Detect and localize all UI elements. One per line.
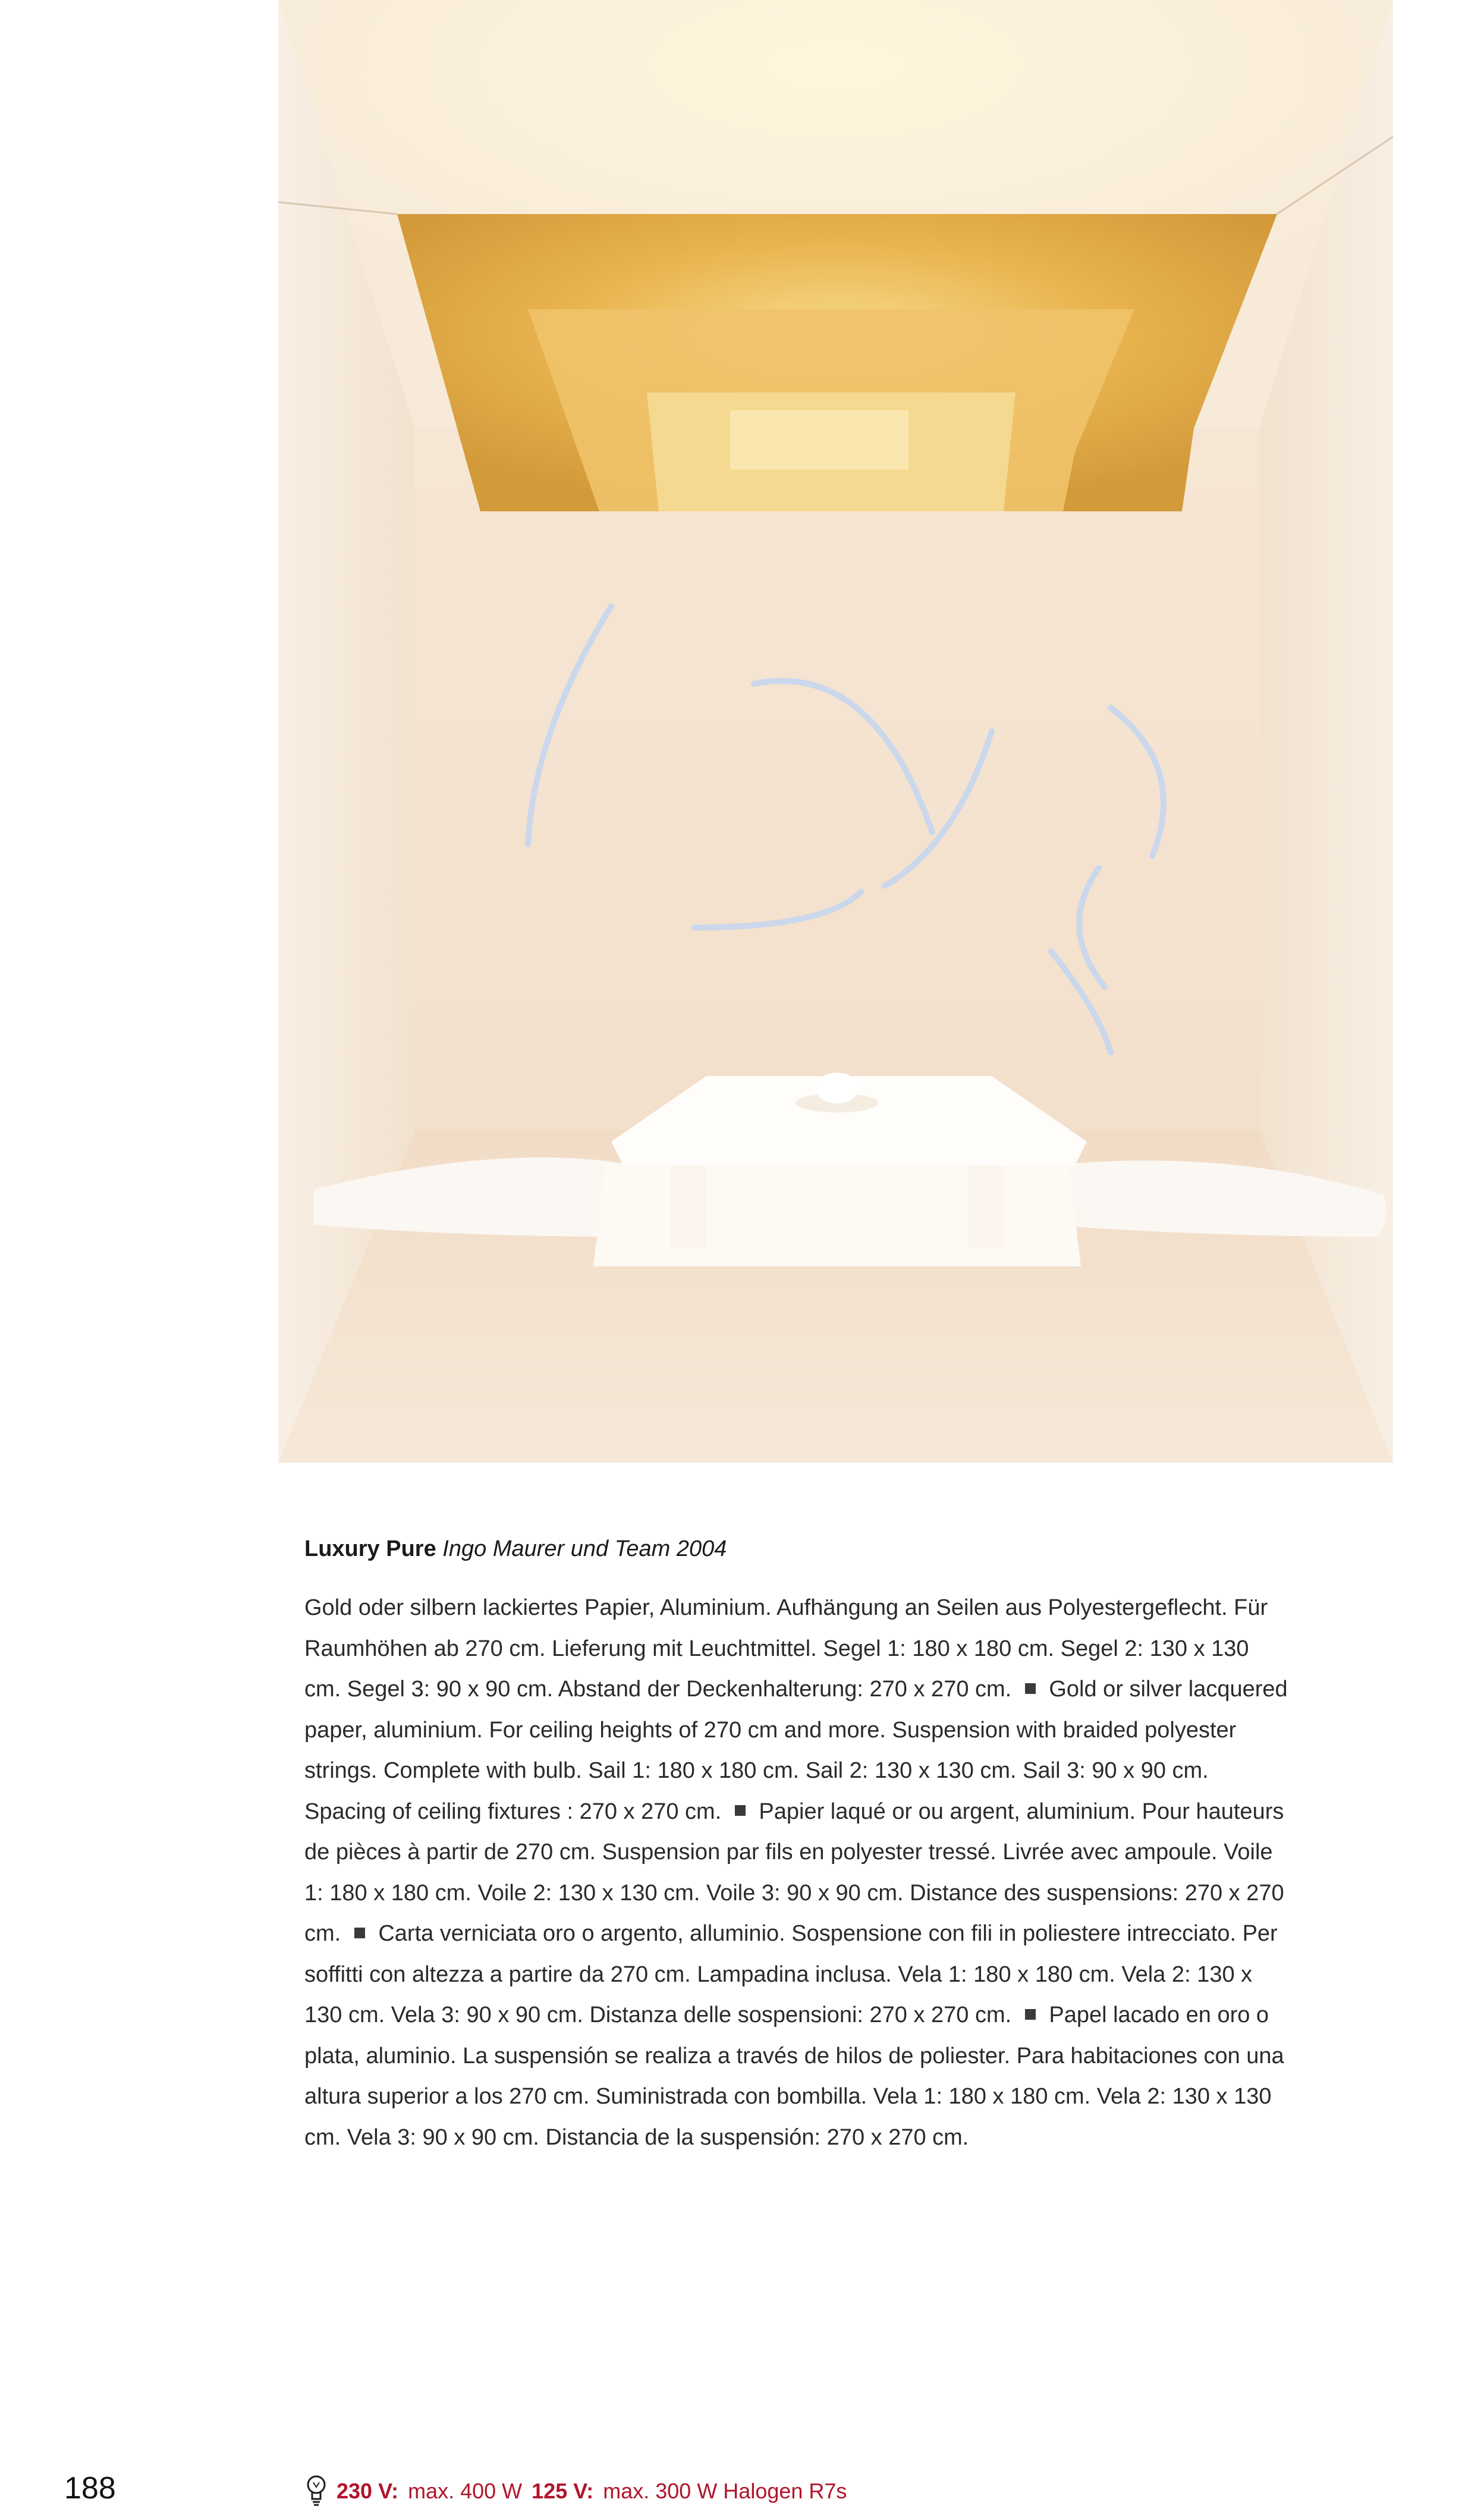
separator-square-icon [354, 1928, 365, 1938]
description-fr: Papier laqué or ou argent, aluminium. Pour hauteurs de pièces à partir de 270 cm. Suspension par fils en polyester tressé. Livrée avec ampoule. Voile 1: 180 x 180 cm. Voile 2: 130 x 130 cm. Voile 3: 90 x 90 cm. Distance des suspensions: 270 x 270 cm. [304, 1799, 1284, 1946]
light-bulb-icon [304, 2474, 328, 2508]
product-heading [304, 1534, 1315, 1564]
v230-value: max. 400 W [408, 2479, 523, 2503]
description-en: Gold or silver lacquered paper, aluminium. For ceiling heights of 270 cm and more. Suspension with braided polyester strings. Complete with bulb. Sail 1: 180 x 180 cm. Sail 2: 130 x 130 cm. Sail 3: 90 x 90 cm. Spacing of ceiling fixtures : 270 x 270 cm. [304, 1677, 1288, 1824]
description-de: Gold oder silbern lackiertes Papier, Aluminium. Aufhängung an Seilen aus Polyestergeflecht. Für Raumhöhen ab 270 cm. Lieferung mit Leuchtmittel. Segel 1: 180 x 180 cm. Segel 2: 130 x 130 cm. Segel 3: 90 x 90 cm. Abstand der Deckenhalterung: 270 x 270 cm. [304, 1595, 1268, 1702]
product-photo [278, 0, 1393, 1463]
description-es: Papel lacado en oro o plata, aluminio. La suspensión se realiza a través de hilos de poliester. Para habitaciones con una altura superior a los 270 cm. Suministrada con bombilla. Vela 1: 180 x 180 cm. Vela 2: 130 x 130 cm. Vela 3: 90 x 90 cm. Distancia de la suspensión: 270 x 270 cm. [304, 2003, 1284, 2150]
separator-square-icon [735, 1805, 746, 1816]
separator-square-icon [1025, 2009, 1036, 2020]
product-description [304, 1587, 1291, 2158]
page-number: 188 [64, 2471, 116, 2506]
product-name: Luxury Pure [304, 1536, 436, 1561]
v125-value: max. 300 W Halogen R7s [603, 2479, 847, 2503]
description-it: Carta verniciata oro o argento, alluminio. Sospensione con fili in poliestere intrecciato. Per soffitti con altezza a partire da 270 cm. Lampadina inclusa. Vela 1: 180 x 180 cm. Vela 2: 130 x 130 cm. Vela 3: 90 x 90 cm. Distanza delle sospensioni: 270 x 270 cm. [304, 1921, 1278, 2027]
separator-square-icon [1025, 1683, 1036, 1694]
power-specs [304, 2473, 847, 2509]
product-designer: Ingo Maurer und Team 2004 [442, 1536, 727, 1561]
v125-label: 125 V: [532, 2479, 594, 2503]
v230-label: 230 V: [337, 2479, 399, 2503]
